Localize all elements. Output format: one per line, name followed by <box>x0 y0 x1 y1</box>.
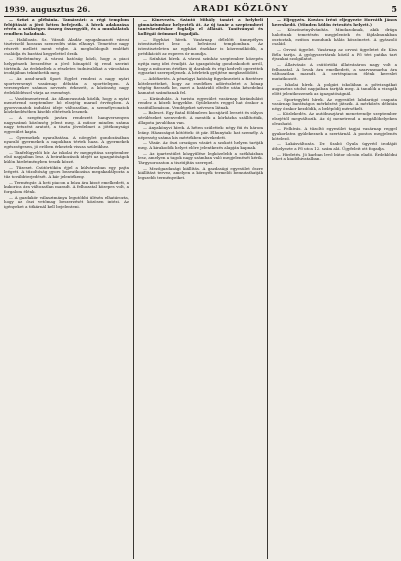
article-paragraph: — Színházi hírek. A városi színház szeptember közepén nyitja meg idei évadját. Az igazgatóság gondoskodott arról, hogy a műsoron értékes új darabok és régi kedvelt operettek egyaránt szerepeljenek. A bérletek gyűjtése megkezdődött. <box>138 56 263 76</box>
article-paragraph: — Sportegyleti hírek. Az egyesület labdarúgó csapata vasárnap barátságos mérkőzést játszik. A mérkőzés délután négy órakor kezdődik, a belépődíj mérsékelt. <box>272 96 397 111</box>
article-paragraph: — Köszönetnyilvánítás. Mindazoknak, akik drága halottunk temetésén megjelentek és fájdalmunkban osztoztak, ezúton mondunk hálás köszönetet. A gyászoló család. <box>272 27 397 47</box>
article-paragraph: — Terményár. A heti piacon a búza ára kissé emelkedett, a kukorica ára változatlan maradt. A felhozatal közepes volt, a forgalom élénk. <box>4 179 129 194</box>
article-paragraph: — Kinevezés. Szántó Mihály tanárt a helybeli gimnáziumhoz helyezték át. Az új tanár a szeptemberi tanévkezdéskor foglalja el állását. Tanítványai és kollégái örömmel fogadják. <box>138 18 263 36</box>
column-3 <box>272 18 397 559</box>
page-number: 5 <box>391 4 397 14</box>
masthead <box>4 2 397 16</box>
article-paragraph: — Anyakönyvi hírek. A héten születtek: négy fiú és három leány. Házasságot kötöttek: öt pár. Elhunytak: hat személy. A népesség száma kis mértékben növekedett. <box>138 125 263 140</box>
article-paragraph: — Szüzi a plébánia. Tamásvári: a régi templom felújítását a jövő héten befejezik. A hívek adakozása révén a szükséges összeg összegyűlt, és a munkálatok rendben haladnak. <box>4 18 129 36</box>
article-paragraph: — Tanfelügyelői hír. Az iskolai év megnyitása szeptember első napjaiban lesz. A beiratkozások idejét az igazgatóságok külön hirdetményben teszik közzé. <box>4 149 129 165</box>
header-rule <box>4 16 397 17</box>
article-paragraph: — Orvosi ügyelet. Vasárnap az orvosi ügyeletet dr. Kiss Béla tartja. A gyógyszertárak közül a Fő téri patika tart éjszakai szolgálatot. <box>272 46 397 62</box>
article-paragraph: — Kirándulás. A turista egyesület vasárnap kirándulást rendez a közeli hegyekbe. Gyülekezés reggel hat órakor a vasútállomáson. Vendégeket szívesen látnak. <box>138 95 263 110</box>
article-paragraph: — Vasútmenetrend. Az államvasutak közlik, hogy a nyári menetrend szeptember hó elsejéig marad érvényben. A gyorsvonatok indulási ideje változatlan, a személyvonatok közlekedésében kisebb eltérések lesznek. <box>4 95 129 115</box>
article-paragraph: — Baleset. Egy fiatal földműves kocsijáról leesett és súlyos sérüléseket szenvedett. A mentők a kórházba szállították, állapota javulóban van. <box>138 110 263 125</box>
column-1 <box>4 18 129 559</box>
article-columns <box>4 18 397 559</box>
article-paragraph: — Mezőgazdasági kiállítás. A gazdasági egyesület őszre kiállítást tervez, amelyen a környék termelői bemutathatják legszebb terményeiket. <box>138 165 263 180</box>
article-paragraph: — Felhívás. A tűzoltó egyesület tagjai vasárnap reggel gyakorlatra gyülekeznek a szertárnál. A pontos megjelenés kötelező. <box>272 126 397 141</box>
article-paragraph: — Vásár. Az őszi országos vásárt a szokott helyen tartják meg. A kirakodók helyet előre jelentkezés alapján kapnak. <box>138 140 263 151</box>
article-paragraph: — A szegények javára rendezett hangversenyen nagyszámú közönség jelent meg. A műsor minden száma nagy tetszést aratott, a tiszta jövedelmet a jótékonysági egyesület kapta. <box>4 115 129 135</box>
column-2 <box>138 18 263 559</box>
article-paragraph: — Az ipartestület közgyűlése legközelebb a székházban lesz, amelyen a tagok nagy számban való megjelenését kérik. Tárgysorozaton a tisztújítás szerepel. <box>138 150 263 166</box>
article-paragraph: — Közlekedés. Az autóbuszjárat menetrendje szeptember elsejétől megváltozik. Az új menetrend a megállóhelyeken olvasható. <box>272 111 397 126</box>
article-paragraph: — Lakásváltozás. Dr. Szabó Gyula ügyvéd irodáját áthelyezte a Fő utca 12. szám alá. Ügyfeleit ott fogadja. <box>272 141 397 152</box>
article-paragraph: — A gazdakör választmánya legutóbbi ülésén elhatározta, hogy az őszi vetőmag beszerzését közösen intézi. Az igényeket a titkárnál kell bejelenteni. <box>4 194 129 209</box>
issue-date: 1939. augusztus 26. <box>4 4 91 14</box>
article-paragraph: — Egyházi hírek. Vasárnap délelőtt ünnepélyes istentisztelet lesz a belvárosi templomban. Az istentiszteleten az egyházi énekkar is közreműködik, a prédikációt az esperes úr mondja. <box>138 36 263 56</box>
article-paragraph: — Állatvásár. A csütörtöki állatvásáron nagy volt a felhozatal. A lovak ára emelkedett, a szarvasmarha ára változatlan maradt. A sertéspiacon élénk kereslet mutatkozott. <box>272 61 397 81</box>
article-paragraph: — Gyermekek nyaraltatása. A nőegylet gondozásában nyaraló gyermekek a napokban tértek haza. A gyermekek egészségesen, jó erőben érkeztek vissza szüleikhez. <box>4 134 129 150</box>
article-paragraph: — Tűzeset. Csütörtökön éjjel a külvárosban egy pajta leégett. A tűzoltóság gyors beavatkozása megakadályozta a tűz továbbterjedését. A kár jelentékeny. <box>4 164 129 179</box>
article-paragraph: — Eljegyzés. Kovács Irént eljegyezte Horváth János kereskedő. (Minden külön értesítés helyett.) <box>272 18 397 27</box>
article-paragraph: — Halálozás. Sz. Váradi Aladár nyugalmazott városi tisztviselő hosszas szenvedés után elhunyt. Temetése nagy részvét mellett ment végbe. A megboldogult emlékét családja és barátai kegyelettel őrzik. <box>4 36 129 56</box>
article-paragraph: — Adófizetés. A pénzügyi hatóság figyelmezteti a fizetésre kötelezetteket, hogy az esedékes adórészletet a hónap végéig fizessék be, mert a határidő eltelte után késedelmi kamatot számítanak fel. <box>138 75 263 95</box>
article-paragraph: — Hirdetmény. A városi hatóság közli, hogy a piaci helypénzek beszedése a jövő hónaptól új rend szerint történik. Az érdekeltek a részletes tudnivalókat a városháza irodájában tekinthetik meg. <box>4 56 129 76</box>
article-paragraph: — Az arad-aradi Sport Egylet rendezi a nagy nyári sportversenyt vasárnap délután a sporttelepen. A versenyekre számos nevezés érkezett, a közönség nagy érdeklődéssel várja az eseményt. <box>4 75 129 95</box>
column-divider <box>267 18 268 559</box>
column-divider <box>133 18 134 559</box>
newspaper-title: ARADI KÖZLÖNY <box>193 4 289 14</box>
article-paragraph: — Hirdetés. Jó karban levő bútor olcsón eladó. Érdeklődni lehet a kiadóhivatalban. <box>272 151 397 162</box>
article-paragraph: — Iskolai hírek. A polgári iskolában a pótvizsgákat augusztus utolsó napjaiban tartják meg. A tanulók a vizsgák előtt jelentkezzenek az igazgatóságnál. <box>272 81 397 96</box>
